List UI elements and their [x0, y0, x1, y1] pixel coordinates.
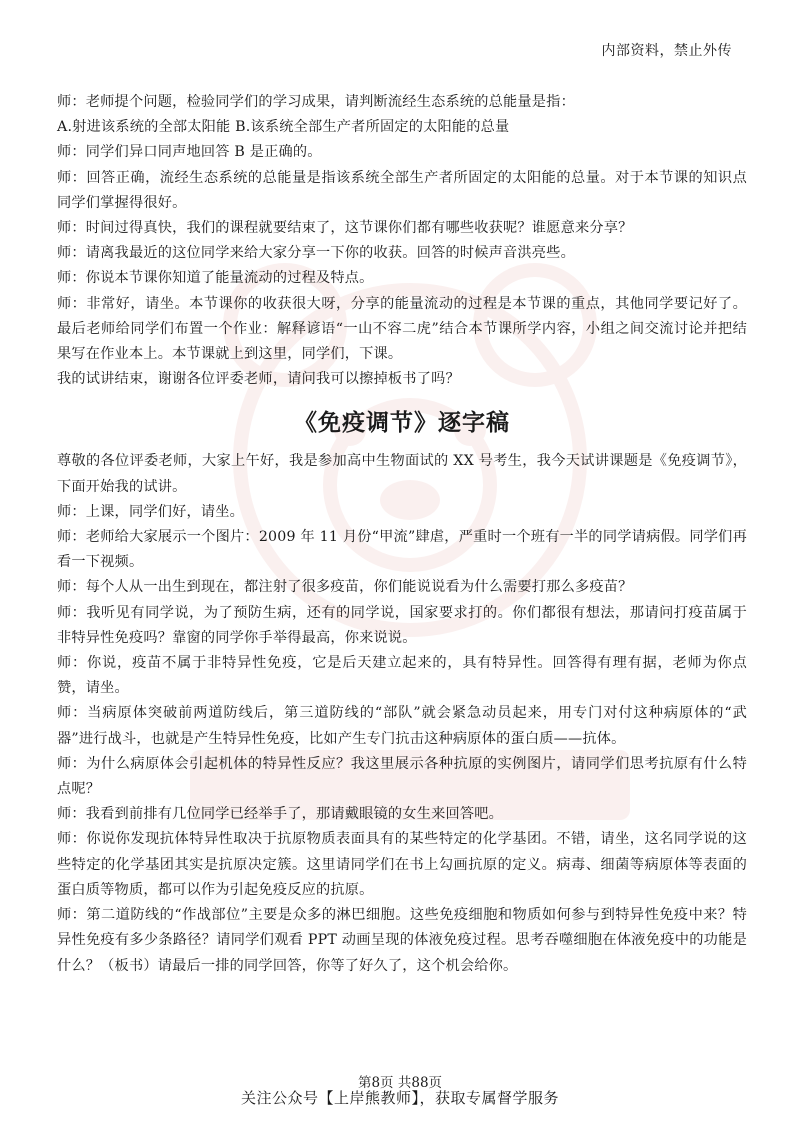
paragraph: 师：老师给大家展示一个图片：2009 年 11 月份“甲流”肆虐，严重时一个班有一半的同学请病假。同学们再看一下视频。 — [57, 529, 747, 571]
paragraph: 师：你说本节课你知道了能量流动的过程及特点。 — [57, 270, 374, 287]
section-title: 《免疫调节》逐字稿 — [294, 410, 510, 437]
paragraph: 师：非常好，请坐。本节课你的收获很大呀，分享的能量流动的过程是本节课的重点，其他同学要记好了。最后老师给同学们布置一个作业：解释谚语“一山不容二虎”结合本节课所学内容，小组之间交流讨论并把结果写在作业本上。本节课就上到这里，同学们，下课。 — [57, 295, 747, 363]
confidential-note: 内部资料，禁止外传 — [601, 43, 732, 59]
paragraph: 师：每个人从一出生到现在，都注射了很多疫苗，你们能说说看为什么需要打那么多疫苗？ — [57, 579, 633, 596]
paragraph: 师：你说，疫苗不属于非特异性免疫，它是后天建立起来的，具有特异性。回答得有理有据，老师为你点赞，请坐。 — [57, 655, 747, 697]
paragraph: 师：当病原体突破前两道防线后，第三道防线的“部队”就会紧急动员起来，用专门对付这种病原体的“武器”进行战斗，也就是产生特异性免疫，比如产生专门抗击这种病原体的蛋白质——抗体。 — [57, 705, 747, 747]
paragraph: 师：为什么病原体会引起机体的特异性反应？我这里展示各种抗原的实例图片，请同学们思考抗原有什么特点呢？ — [57, 755, 747, 798]
paragraph: 我的试讲结束，谢谢各位评委老师，请问我可以擦掉板书了吗？ — [57, 371, 460, 388]
document-body — [57, 90, 747, 979]
paragraph: 师：请离我最近的这位同学来给大家分享一下你的收获。回答的时候声音洪亮些。 — [57, 245, 575, 262]
paragraph: 尊敬的各位评委老师，大家上午好，我是参加高中生物面试的 XX 号考生，我今天试讲课题是《免疫调节》，下面开始我的试讲。 — [57, 453, 747, 495]
paragraph: 师：你说你发现抗体特异性取决于抗原物质表面具有的某些特定的化学基团。不错，请坐，这名同学说的这些特定的化学基团其实是抗原决定簇。这里请同学们在书上勾画抗原的定义。病毒、细菌等病原体等表面的蛋白质等物质，都可以作为引起免疫反应的抗原。 — [57, 831, 747, 898]
paragraph: 师：回答正确，流经生态系统的总能量是指该系统全部生产者所固定的太阳能的总量。对于本节课的知识点同学们掌握得很好。 — [57, 169, 747, 211]
paragraph: 师：时间过得真快，我们的课程就要结束了，这节课你们都有哪些收获呢？谁愿意来分享？ — [57, 220, 633, 237]
section-energy-flow-ending — [57, 90, 747, 392]
paragraph: 师：我看到前排有几位同学已经举手了，那请戴眼镜的女生来回答吧。 — [57, 806, 504, 823]
paragraph: 师：第二道防线的“作战部位”主要是众多的淋巴细胞。这些免疫细胞和物质如何参与到特异性免疫中来？特异性免疫有多少条路径？请同学们观看 PPT 动画呈现的体液免疫过程。思考吞噬细胞在体液免疫中的功能是什么？（板书）请最后一排的同学回答，你等了好久了，这个机会给你。 — [57, 907, 747, 974]
paragraph: 师：老师提个问题，检验同学们的学习成果，请判断流经生态系统的总能量是指： — [57, 94, 575, 110]
paragraph: A.射进该系统的全部太阳能 B.该系统全部生产者所固定的太阳能的总量 — [57, 119, 510, 136]
footer-promo: 关注公众号【上岸熊教师】，获取专属督学服务 — [240, 1089, 559, 1107]
page-number: 第8页 共88页 — [357, 1075, 443, 1091]
paragraph: 师：上课，同学们好，请坐。 — [57, 503, 245, 520]
paragraph: 师：我听见有同学说，为了预防生病，还有的同学说，国家要求打的。你们都很有想法，那请问打疫苗属于非特异性免疫吗？靠窗的同学你手举得最高，你来说说。 — [57, 604, 747, 646]
paragraph: 师：同学们异口同声地回答 B 是正确的。 — [57, 144, 322, 161]
section-immune-regulation — [57, 449, 747, 978]
